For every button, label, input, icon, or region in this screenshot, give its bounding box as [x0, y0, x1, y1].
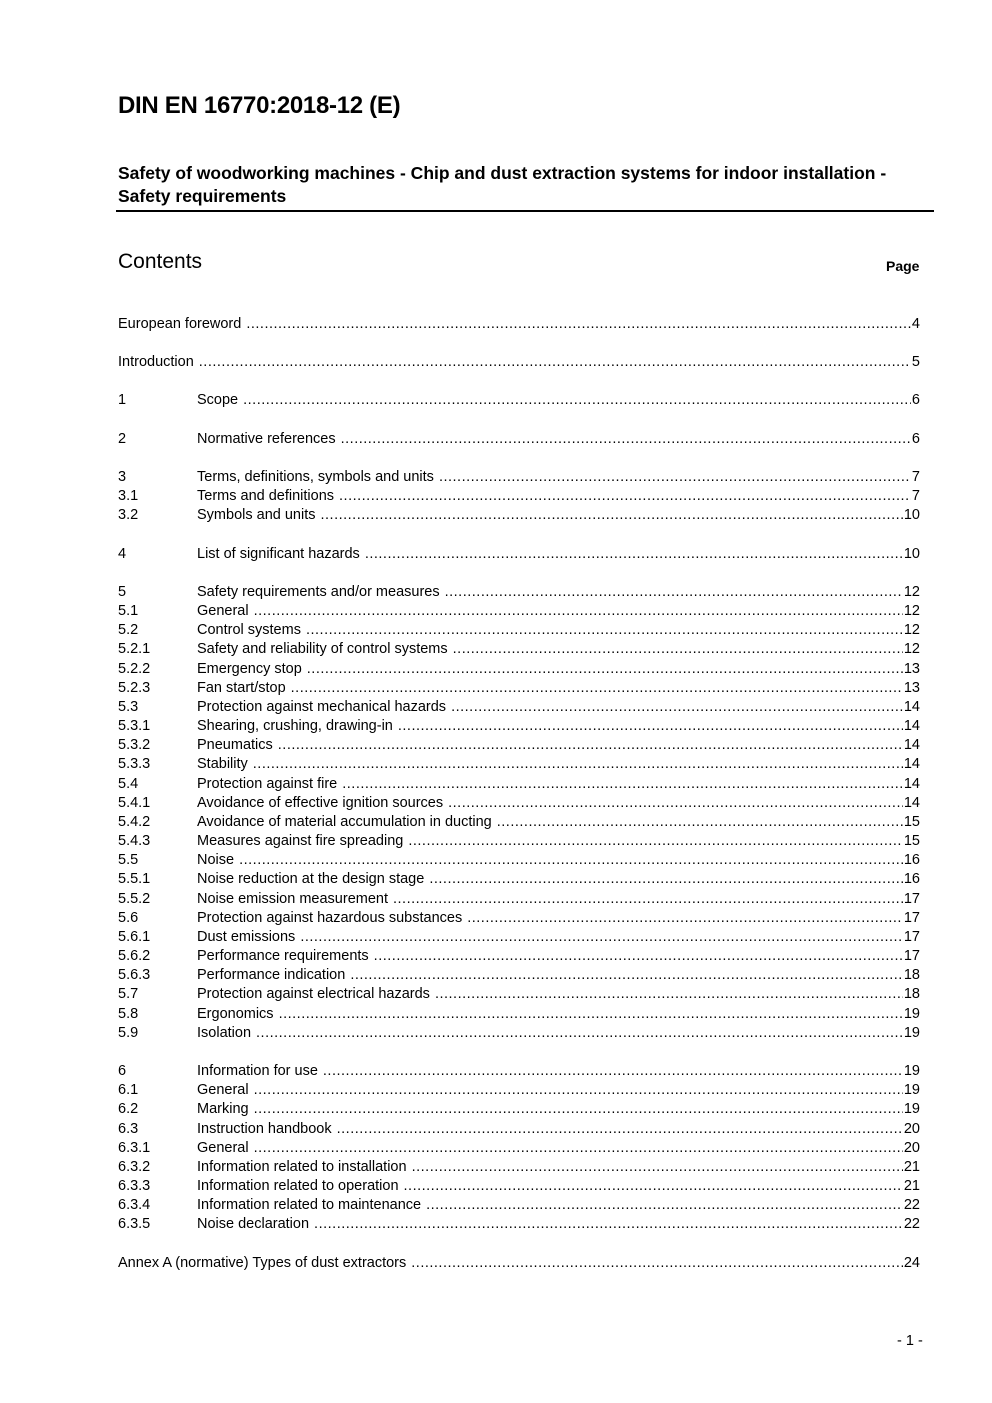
toc-entry-page: 19 [903, 1063, 920, 1079]
toc-entry-page: 20 [903, 1121, 920, 1137]
toc-entry [118, 1216, 920, 1235]
toc-entry [118, 833, 920, 852]
toc-entry [118, 584, 920, 603]
toc-dot-leader [350, 967, 903, 983]
toc-entry-title: Information related to operation [197, 1178, 399, 1194]
toc-entry-page: 15 [903, 833, 920, 849]
toc-entry-page: 15 [903, 814, 920, 830]
toc-dot-leader [339, 488, 911, 504]
toc-entry [118, 1121, 920, 1140]
toc-entry-title: Instruction handbook [197, 1121, 332, 1137]
toc-entry-number: 5.2.3 [118, 680, 151, 696]
toc-entry-number: 5.5 [118, 852, 139, 868]
toc-entry [118, 1063, 920, 1082]
toc-entry [118, 967, 920, 986]
toc-entry-number: 6.1 [118, 1082, 139, 1098]
toc-entry-title: Protection against hazardous substances [197, 910, 463, 926]
toc-dot-leader [243, 392, 911, 408]
toc-dot-leader [497, 814, 903, 830]
toc-entry-page: 12 [903, 622, 920, 638]
toc-entry-page: 14 [903, 776, 920, 792]
toc-dot-leader [429, 871, 903, 887]
toc-dot-leader [448, 795, 903, 811]
toc-dot-leader [453, 641, 903, 657]
title-divider [116, 210, 934, 212]
toc-dot-leader [411, 1255, 903, 1271]
toc-entry-title: Performance requirements [197, 948, 369, 964]
contents-heading: Contents [118, 250, 203, 273]
toc-dot-leader [256, 1025, 903, 1041]
toc-dot-leader [306, 622, 903, 638]
toc-entry-title: Noise emission measurement [197, 891, 388, 907]
toc-entry-title: Pneumatics [197, 737, 273, 753]
toc-entry [118, 431, 920, 450]
toc-entry-number: 5.6.1 [118, 929, 151, 945]
toc-dot-leader [398, 718, 903, 734]
toc-entry-number: 6.3.4 [118, 1197, 151, 1213]
toc-entry-number: 6.3.1 [118, 1140, 151, 1156]
toc-dot-leader [314, 1216, 903, 1232]
toc-entry-title: Shearing, crushing, drawing-in [197, 718, 393, 734]
toc-entry-number: 6.3 [118, 1121, 139, 1137]
toc-entry-number: 6 [118, 1063, 127, 1079]
toc-dot-leader [199, 354, 911, 370]
toc-entry-number: 6.3.5 [118, 1216, 151, 1232]
toc-entry-title: Information for use [197, 1063, 318, 1079]
toc-entry-title: Noise [197, 852, 235, 868]
toc-entry-number: 5.3 [118, 699, 139, 715]
toc-dot-leader [337, 1121, 903, 1137]
toc-dot-leader [320, 507, 902, 523]
toc-entry [118, 392, 920, 411]
toc-entry-title: General [197, 1082, 249, 1098]
toc-entry-number: 5.4.3 [118, 833, 151, 849]
toc-entry-number: 3 [118, 469, 127, 485]
toc-entry-title: Annex A (normative) Types of dust extractors [118, 1255, 407, 1271]
toc-dot-leader [404, 1178, 903, 1194]
toc-entry-page: 10 [903, 546, 920, 562]
toc-entry-number: 5.9 [118, 1025, 139, 1041]
toc-entry-page: 19 [903, 1025, 920, 1041]
toc-dot-leader [254, 1082, 903, 1098]
toc-entry-title: Information related to maintenance [197, 1197, 422, 1213]
toc-entry-number: 5.2.1 [118, 641, 151, 657]
toc-dot-leader [253, 756, 903, 772]
toc-entry-page: 18 [903, 967, 920, 983]
toc-entry-title: Avoidance of effective ignition sources [197, 795, 444, 811]
toc-entry [118, 910, 920, 929]
document-title: Safety of woodworking machines - Chip and dust extraction systems for indoor installation - Safety requirements [118, 163, 887, 206]
toc-entry-page: 12 [903, 641, 920, 657]
toc-entry-number: 2 [118, 431, 127, 447]
toc-entry [118, 661, 920, 680]
toc-entry-number: 5.6.3 [118, 967, 151, 983]
toc-entry-number: 4 [118, 546, 127, 562]
toc-entry-title: Introduction [118, 354, 194, 370]
toc-entry-title: Fan start/stop [197, 680, 286, 696]
toc-entry-page: 24 [903, 1255, 920, 1271]
toc-entry [118, 1178, 920, 1197]
toc-entry-title: Terms and definitions [197, 488, 335, 504]
toc-entry-title: Emergency stop [197, 661, 302, 677]
toc-entry-title: Noise reduction at the design stage [197, 871, 425, 887]
toc-entry-number: 5 [118, 584, 127, 600]
toc-entry-number: 5.3.3 [118, 756, 151, 772]
toc-entry-page: 7 [911, 469, 920, 485]
toc-entry-title: Terms, definitions, symbols and units [197, 469, 434, 485]
toc-entry-number: 5.4 [118, 776, 139, 792]
toc-entry-title: Information related to installation [197, 1159, 407, 1175]
toc-entry-page: 12 [903, 584, 920, 600]
toc-dot-leader [323, 1063, 903, 1079]
toc-dot-leader [435, 986, 903, 1002]
toc-entry-number: 5.7 [118, 986, 139, 1002]
toc-dot-leader [254, 603, 903, 619]
toc-entry-title: Protection against electrical hazards [197, 986, 430, 1002]
toc-entry-number: 3.2 [118, 507, 139, 523]
toc-entry [118, 622, 920, 641]
toc-entry-page: 21 [903, 1178, 920, 1194]
toc-entry-title: Ergonomics [197, 1006, 274, 1022]
toc-entry [118, 737, 920, 756]
toc-entry-title: Marking [197, 1101, 249, 1117]
toc-entry-page: 17 [903, 948, 920, 964]
toc-entry [118, 641, 920, 660]
toc-entry-number: 5.6.2 [118, 948, 151, 964]
toc-entry-page: 14 [903, 699, 920, 715]
toc-entry [118, 354, 920, 373]
toc-entry-title: Safety requirements and/or measures [197, 584, 440, 600]
toc-entry [118, 795, 920, 814]
toc-dot-leader [307, 661, 903, 677]
toc-entry-page: 6 [911, 392, 920, 408]
toc-dot-leader [254, 1140, 903, 1156]
toc-entry-title: Performance indication [197, 967, 346, 983]
toc-entry-number: 5.2.2 [118, 661, 151, 677]
toc-entry-title: General [197, 603, 249, 619]
document-id: DIN EN 16770:2018-12 (E) [118, 92, 401, 119]
toc-entry-number: 5.5.2 [118, 891, 151, 907]
toc-dot-leader [279, 1006, 903, 1022]
toc-entry-title: Measures against fire spreading [197, 833, 404, 849]
toc-entry-number: 5.8 [118, 1006, 139, 1022]
toc-entry-page: 5 [911, 354, 920, 370]
toc-entry-page: 6 [911, 431, 920, 447]
toc-entry-page: 13 [903, 661, 920, 677]
toc-entry-page: 14 [903, 718, 920, 734]
toc-entry-title: Symbols and units [197, 507, 316, 523]
toc-dot-leader [254, 1101, 903, 1117]
toc-entry-page: 14 [903, 756, 920, 772]
toc-dot-leader [451, 699, 903, 715]
toc-entry-page: 21 [903, 1159, 920, 1175]
toc-entry-number: 6.2 [118, 1101, 139, 1117]
toc-entry-page: 19 [903, 1082, 920, 1098]
toc-entry-title: Safety and reliability of control systems [197, 641, 448, 657]
toc-entry-title: General [197, 1140, 249, 1156]
toc-entry-page: 18 [903, 986, 920, 1002]
toc-entry-number: 5.2 [118, 622, 139, 638]
toc-entry [118, 488, 920, 507]
toc-entry-page: 14 [903, 795, 920, 811]
toc-entry [118, 316, 920, 335]
toc-dot-leader [393, 891, 903, 907]
footer-page-number: - 1 - [897, 1333, 923, 1349]
toc-entry-page: 4 [911, 316, 920, 332]
toc-entry [118, 1101, 920, 1120]
toc-entry-title: Scope [197, 392, 239, 408]
toc-entry-title: Noise declaration [197, 1216, 310, 1232]
toc-entry [118, 891, 920, 910]
toc-entry [118, 546, 920, 565]
toc-entry-page: 20 [903, 1140, 920, 1156]
toc-entry-page: 13 [903, 680, 920, 696]
toc-entry [118, 852, 920, 871]
toc-entry-title: Control systems [197, 622, 301, 638]
toc-dot-leader [291, 680, 903, 696]
toc-entry-title: Avoidance of material accumulation in ducting [197, 814, 492, 830]
toc-entry-number: 5.3.1 [118, 718, 151, 734]
toc-entry [118, 1082, 920, 1101]
toc-dot-leader [300, 929, 903, 945]
toc-entry [118, 986, 920, 1005]
toc-entry [118, 469, 920, 488]
toc-dot-leader [341, 431, 911, 447]
toc-entry [118, 1197, 920, 1216]
toc-entry [118, 1025, 920, 1044]
toc-entry-page: 16 [903, 871, 920, 887]
toc-entry [118, 603, 920, 622]
toc-entry-number: 3.1 [118, 488, 139, 504]
toc-entry-title: Normative references [197, 431, 336, 447]
toc-entry [118, 1159, 920, 1178]
toc-entry [118, 1006, 920, 1025]
toc-entry [118, 776, 920, 795]
toc-entry [118, 814, 920, 833]
toc-entry-title: Stability [197, 756, 248, 772]
toc-entry-title: Dust emissions [197, 929, 296, 945]
toc-entry [118, 929, 920, 948]
toc-entry-number: 6.3.2 [118, 1159, 151, 1175]
toc-entry-page: 17 [903, 929, 920, 945]
toc-entry-title: European foreword [118, 316, 242, 332]
toc-dot-leader [278, 737, 903, 753]
toc-dot-leader [374, 948, 903, 964]
toc-entry-page: 16 [903, 852, 920, 868]
toc-entry [118, 1255, 920, 1274]
toc-dot-leader [467, 910, 903, 926]
toc-entry [118, 680, 920, 699]
toc-dot-leader [239, 852, 903, 868]
toc-entry-title: List of significant hazards [197, 546, 360, 562]
toc-entry-page: 10 [903, 507, 920, 523]
toc-dot-leader [426, 1197, 903, 1213]
toc-entry-page: 14 [903, 737, 920, 753]
toc-entry [118, 756, 920, 775]
toc-entry-page: 12 [903, 603, 920, 619]
toc-entry-page: 22 [903, 1197, 920, 1213]
toc-entry [118, 699, 920, 718]
toc-entry [118, 948, 920, 967]
toc-entry-number: 5.5.1 [118, 871, 151, 887]
toc-dot-leader [412, 1159, 903, 1175]
toc-entry-number: 5.4.2 [118, 814, 151, 830]
toc-entry [118, 507, 920, 526]
toc-entry-page: 22 [903, 1216, 920, 1232]
toc-entry-page: 19 [903, 1101, 920, 1117]
toc-entry-number: 6.3.3 [118, 1178, 151, 1194]
toc-entry-number: 1 [118, 392, 127, 408]
toc-dot-leader [445, 584, 903, 600]
toc-dot-leader [246, 316, 911, 332]
toc-entry-page: 17 [903, 910, 920, 926]
toc-entry-title: Protection against fire [197, 776, 338, 792]
toc-entry-number: 5.6 [118, 910, 139, 926]
toc-entry-number: 5.3.2 [118, 737, 151, 753]
toc-entry-page: 19 [903, 1006, 920, 1022]
toc-entry [118, 718, 920, 737]
page-column-label: Page [886, 258, 920, 274]
toc-entry-page: 7 [911, 488, 920, 504]
toc-entry-page: 17 [903, 891, 920, 907]
toc-dot-leader [342, 776, 903, 792]
toc-entry [118, 871, 920, 890]
toc-entry-number: 5.4.1 [118, 795, 151, 811]
toc-dot-leader [408, 833, 903, 849]
toc-entry-title: Isolation [197, 1025, 252, 1041]
toc-dot-leader [439, 469, 911, 485]
toc-entry-number: 5.1 [118, 603, 139, 619]
toc-entry [118, 1140, 920, 1159]
toc-dot-leader [365, 546, 903, 562]
toc-entry-title: Protection against mechanical hazards [197, 699, 447, 715]
